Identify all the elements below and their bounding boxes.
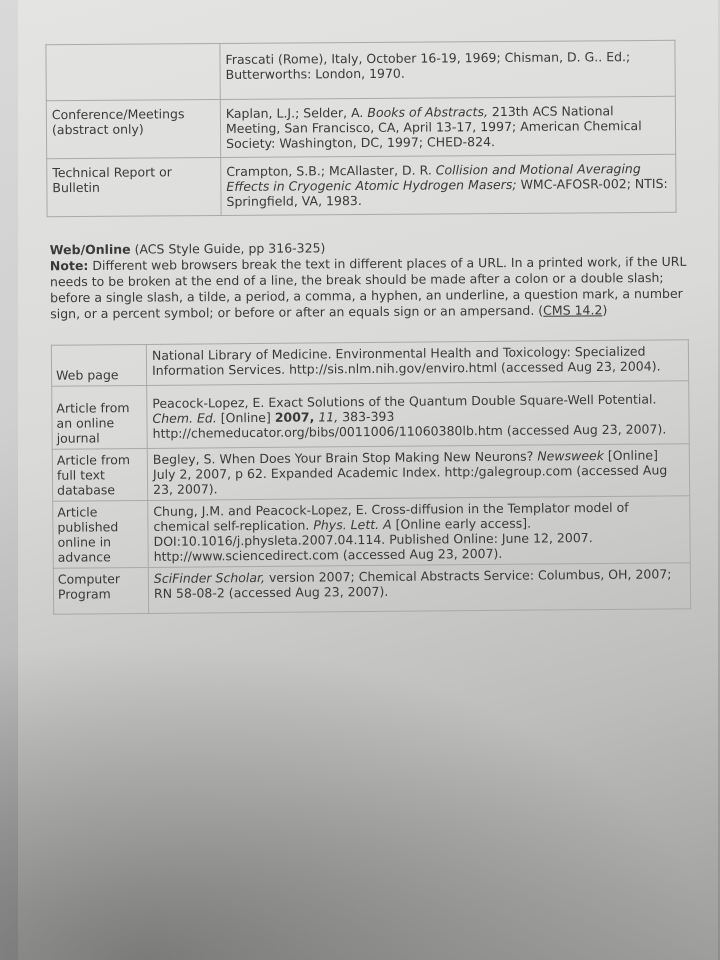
section-heading: Web/Online (ACS Style Guide, pp 316-325) <box>49 240 326 258</box>
web-online-section <box>50 238 691 322</box>
row-label-computer-program: Computer Program <box>53 567 148 614</box>
citation-example: National Library of Medicine. Environmental Health and Toxicology: Specialized Information Services. http://sis.nlm.nih.gov/enviro.html (accessed Aug 23, 2004). <box>146 340 688 386</box>
table-row <box>47 154 676 216</box>
citation-example: Crampton, S.B.; McAllaster, D. R. Collision and Motional Averaging Effects in Cryogenic Atomic Hydrogen Masers; WMC-AFOSR-002; NTIS: Springfield, VA, 1983. <box>221 154 676 215</box>
citation-example: Chung, J.M. and Peacock-Lopez, E. Cross-diffusion in the Templator model of chemical self-replication. Phys. Lett. A [Online early access]. DOI:10.1016/j.physleta.2007.04.114. Published Online: June 12, 2007. http://www.sciencedirect.com (accessed Aug 23, 2007). <box>148 496 691 568</box>
citation-table-print <box>45 40 676 217</box>
citation-example: Peacock-Lopez, E. Exact Solutions of the Quantum Double Square-Well Potential. Chem. Ed. [Online] 2007, 11, 383-393 http://chemeducator.org/bibs/0011006/11060380lb.htm (accessed Aug 23, 2007). <box>147 381 690 449</box>
row-label-technical-report: Technical Report or Bulletin <box>47 157 221 216</box>
citation-example: SciFinder Scholar, version 2007; Chemical Abstracts Service: Columbus, OH, 2007; RN 58-08-2 (accessed Aug 23, 2007). <box>148 563 690 614</box>
citation-example: Begley, S. When Does Your Brain Stop Making New Neurons? Newsweek [Online] July 2, 2007, p 62. Expanded Academic Index. http:/galegroup.com (accessed Aug 23, 2007). <box>147 444 689 501</box>
row-label-full-text-database: Article from full text database <box>52 448 147 501</box>
table-row <box>52 444 689 502</box>
row-label <box>46 43 220 100</box>
row-label-online-journal: Article from an online journal <box>52 385 148 449</box>
table-row <box>53 563 690 615</box>
citation-table-online <box>51 339 691 615</box>
table-row <box>46 40 675 100</box>
row-label-web-page: Web page <box>51 344 146 386</box>
row-label-published-in-advance: Article published online in advance <box>53 500 149 568</box>
note-paragraph: Note: Different web browsers break the text in different places of a URL. In a printed work, if the URL needs to be broken at the end of a line, the break should be made after a colon or a double slash; before a single slash, a tilde, a period, a comma, a hyphen, an underline, a question mark, a number sign, or a percent symbol; or before or after an equals sign or an ampersand. (CMS 14.2) <box>49 253 687 322</box>
table-row <box>52 381 690 450</box>
table-row <box>46 96 675 158</box>
citation-example: Frascati (Rome), Italy, October 16-19, 1969; Chisman, D. G.. Ed.; Butterworths: London, 1970. <box>220 40 675 99</box>
citation-example: Kaplan, L.J.; Selder, A. Books of Abstracts, 213th ACS National Meeting, San Francisco, CA, April 13-17, 1997; American Chemical Society: Washington, DC, 1997; CHED-824. <box>220 96 675 157</box>
cms-link[interactable]: CMS 14.2 <box>543 302 603 318</box>
row-label-conference: Conference/Meetings (abstract only) <box>46 99 220 158</box>
table-row <box>53 496 691 569</box>
table-row <box>51 340 688 387</box>
